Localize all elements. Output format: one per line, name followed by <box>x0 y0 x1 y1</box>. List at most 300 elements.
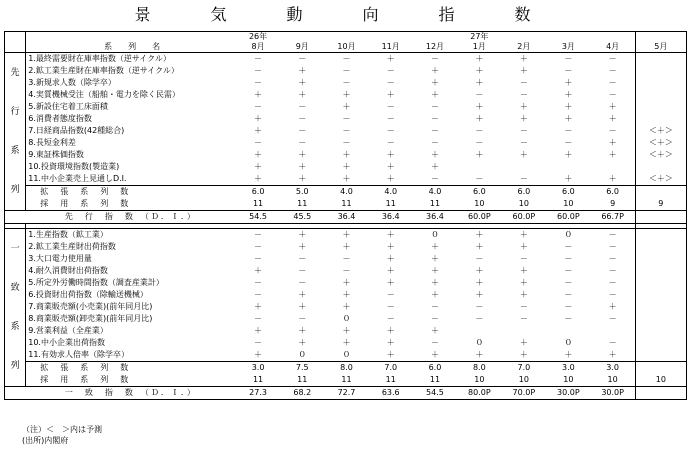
indicator-sign <box>635 77 686 89</box>
leading-category-char: 系 <box>10 145 20 156</box>
indicator-sign: ＋ <box>430 78 439 87</box>
indicator-sign: ＋ <box>386 338 395 347</box>
indicator-sign: ＋ <box>475 102 484 111</box>
extended-count-label: 拡 張 系 列 数 <box>26 362 236 375</box>
indicator-sign: ＋ <box>564 150 573 159</box>
indicator-sign: － <box>254 78 263 87</box>
di-row <box>5 211 687 224</box>
adopted-count-label: 採 用 系 列 数 <box>40 375 131 384</box>
indicator-table <box>4 31 687 400</box>
indicator-sign: ＋ <box>254 126 263 135</box>
indicator-sign: ＋ <box>564 114 573 123</box>
indicator-sign: － <box>519 254 528 263</box>
indicator-sign: ＋ <box>369 229 413 242</box>
indicator-sign <box>635 53 686 66</box>
indicator-sign <box>635 89 686 101</box>
indicator-sign: ＋ <box>564 78 573 87</box>
indicator-row <box>5 325 687 337</box>
indicator-sign: － <box>298 126 307 135</box>
indicator-sign: ＋ <box>254 302 263 311</box>
extended-count-value <box>635 362 686 375</box>
indicator-row <box>5 229 687 242</box>
indicator-row <box>5 161 687 173</box>
indicator-sign: ＋ <box>430 266 439 275</box>
indicator-sign: ＋ <box>519 266 528 275</box>
adopted-count-label: 採 用 系 列 数 <box>40 199 131 208</box>
indicator-sign: － <box>608 66 617 75</box>
indicator-sign: － <box>519 314 528 323</box>
adopted-count-value: 11 <box>385 199 396 208</box>
indicator-sign: ＋ <box>298 302 307 311</box>
indicator-sign: － <box>298 254 307 263</box>
indicator-sign: ＋ <box>608 114 617 123</box>
indicator-sign <box>635 101 686 113</box>
indicator-sign: － <box>519 90 528 99</box>
indicator-name: 10.投資環境指数(製造業) <box>28 162 120 171</box>
adopted-count-value: 10 <box>518 199 529 208</box>
header-month: 8月 <box>236 42 280 53</box>
indicator-sign: ＋ <box>254 174 263 183</box>
indicator-sign: ＋ <box>430 278 439 287</box>
indicator-row <box>5 53 687 66</box>
extended-count-value: 3.0 <box>546 362 591 375</box>
indicator-sign <box>635 277 686 289</box>
indicator-sign: ０ <box>413 229 457 242</box>
indicator-sign: － <box>591 53 636 66</box>
indicator-row <box>5 65 687 77</box>
coincident-di-value: 72.7 <box>324 387 368 400</box>
indicator-sign: ＋ <box>298 326 307 335</box>
indicator-sign: ＋ <box>342 150 351 159</box>
header-year-26: 26年 <box>236 32 280 43</box>
page-title: 景 気 動 向 指 数 <box>134 5 553 24</box>
di-row <box>5 387 687 400</box>
indicator-sign: － <box>519 302 528 311</box>
indicator-row <box>5 289 687 301</box>
indicator-sign: ＋ <box>386 326 395 335</box>
indicator-name: 3.新規求人数（除学卒） <box>28 78 116 87</box>
extended-count-value: 4.0 <box>324 186 368 199</box>
indicator-sign: ＋ <box>608 350 617 359</box>
indicator-sign: ＋ <box>564 174 573 183</box>
indicator-sign: ＋ <box>475 114 484 123</box>
adopted-count-value: 11 <box>252 199 264 208</box>
adopted-count-value: 9 <box>610 199 616 208</box>
indicator-name: 7.日経商品指数(42種総合) <box>28 126 125 135</box>
indicator-sign <box>635 349 686 362</box>
adopted-count-value: 11 <box>297 199 308 208</box>
indicator-sign: － <box>608 278 617 287</box>
indicator-sign: ＋ <box>430 254 439 263</box>
coincident-di-value: 80.0P <box>457 387 502 400</box>
indicator-sign: ＋ <box>342 242 351 251</box>
indicator-sign: ０ <box>342 314 351 323</box>
header-month: 3月 <box>546 42 591 53</box>
indicator-sign: － <box>608 314 617 323</box>
leading-di-value: 60.0P <box>546 211 591 224</box>
indicator-sign: － <box>430 302 439 311</box>
indicator-name: 11.有効求人倍率（除学卒） <box>28 350 129 359</box>
indicator-sign: ０ <box>546 229 591 242</box>
indicator-row <box>5 349 687 362</box>
indicator-sign: － <box>546 53 591 66</box>
indicator-sign: － <box>591 229 636 242</box>
extended-count-value <box>635 186 686 199</box>
indicator-sign: ＜＋＞ <box>635 137 686 149</box>
indicator-sign <box>457 161 502 173</box>
header-month: 5月 <box>635 42 686 53</box>
indicator-sign: ＋ <box>386 162 395 171</box>
indicator-sign <box>635 289 686 301</box>
indicator-sign: － <box>564 66 573 75</box>
indicator-sign: ＋ <box>342 326 351 335</box>
indicator-sign: － <box>430 338 439 347</box>
indicator-sign: － <box>430 174 439 183</box>
indicator-sign: － <box>564 302 573 311</box>
extended-count-value: 6.0 <box>591 186 636 199</box>
header-series-name: 系 列 名 <box>26 42 236 53</box>
indicator-sign: ＋ <box>430 242 439 251</box>
extended-count-value: 3.0 <box>236 362 280 375</box>
adopted-count-row <box>5 198 687 211</box>
indicator-sign: － <box>475 302 484 311</box>
indicator-sign: ＋ <box>342 278 351 287</box>
indicator-sign: ＋ <box>475 66 484 75</box>
indicator-sign: － <box>564 314 573 323</box>
leading-di-value: 60.0P <box>502 211 547 224</box>
indicator-sign: － <box>298 314 307 323</box>
coincident-di-label: 一 致 指 数 （Ｄ．Ｉ．） <box>26 387 236 400</box>
leading-category-label <box>5 53 26 211</box>
adopted-count-value: 9 <box>635 198 686 211</box>
indicator-name: 1.生産指数（鉱工業） <box>26 229 236 242</box>
indicator-sign: － <box>254 102 263 111</box>
indicator-sign: － <box>564 126 573 135</box>
header-month: 12月 <box>413 42 457 53</box>
adopted-count-value: 10 <box>474 375 485 384</box>
indicator-row <box>5 277 687 289</box>
header-month: 11月 <box>369 42 413 53</box>
indicator-sign: － <box>386 126 395 135</box>
indicator-sign: － <box>298 114 307 123</box>
indicator-sign: ＋ <box>386 150 395 159</box>
coincident-di-value: 30.0P <box>546 387 591 400</box>
indicator-sign: ＋ <box>298 150 307 159</box>
indicator-sign: － <box>298 102 307 111</box>
leading-di-value: 54.5 <box>236 211 280 224</box>
indicator-sign: － <box>608 126 617 135</box>
indicator-sign: － <box>608 242 617 251</box>
indicator-sign <box>635 113 686 125</box>
indicator-sign: － <box>342 266 351 275</box>
extended-count-value: 4.0 <box>369 186 413 199</box>
indicator-sign: ＋ <box>342 290 351 299</box>
indicator-sign: － <box>430 114 439 123</box>
extended-count-value: 7.0 <box>369 362 413 375</box>
indicator-sign: ＋ <box>519 338 528 347</box>
indicator-name: 9.東証株価指数 <box>28 150 84 159</box>
indicator-sign: － <box>430 314 439 323</box>
leading-category-char: 先 <box>10 67 20 78</box>
leading-di-label: 先 行 指 数 （Ｄ．Ｉ．） <box>26 211 236 224</box>
indicator-sign: ＋ <box>254 150 263 159</box>
indicator-sign: ＋ <box>519 66 528 75</box>
indicator-sign: ＋ <box>298 66 307 75</box>
indicator-name: 8.長短金利差 <box>28 138 76 147</box>
indicator-sign: ＋ <box>564 350 573 359</box>
indicator-sign: － <box>254 254 263 263</box>
indicator-sign: ＋ <box>254 162 263 171</box>
adopted-count-value: 11 <box>429 375 441 384</box>
indicator-sign: ＋ <box>457 53 502 66</box>
indicator-sign: ＋ <box>254 90 263 99</box>
indicator-sign: ＋ <box>430 150 439 159</box>
indicator-sign: － <box>298 138 307 147</box>
coincident-di-value: 30.0P <box>591 387 636 400</box>
indicator-sign: ＋ <box>564 102 573 111</box>
indicator-sign: － <box>254 314 263 323</box>
indicator-row <box>5 301 687 313</box>
indicator-sign: ＋ <box>386 266 395 275</box>
leading-di-value: 66.7P <box>591 211 636 224</box>
indicator-sign: ＋ <box>519 350 528 359</box>
extended-count-value: 8.0 <box>324 362 368 375</box>
indicator-sign: ＋ <box>502 53 547 66</box>
adopted-count-row <box>5 374 687 387</box>
header-month: 9月 <box>280 42 324 53</box>
indicator-sign: － <box>475 254 484 263</box>
header-month: 4月 <box>591 42 636 53</box>
coincident-di-value <box>635 387 686 400</box>
indicator-sign: ＋ <box>564 90 573 99</box>
indicator-sign: ＋ <box>298 174 307 183</box>
indicator-sign <box>502 325 547 337</box>
indicator-row <box>5 173 687 186</box>
header-month: 1月 <box>457 42 502 53</box>
indicator-sign: ＋ <box>298 290 307 299</box>
indicator-sign: － <box>608 266 617 275</box>
indicator-sign <box>635 313 686 325</box>
leading-category-char: 列 <box>10 184 20 195</box>
extended-count-value: 6.0 <box>546 186 591 199</box>
indicator-sign: － <box>254 138 263 147</box>
indicator-sign: ＋ <box>430 162 439 171</box>
indicator-sign: － <box>254 290 263 299</box>
indicator-sign <box>546 161 591 173</box>
indicator-sign <box>635 325 686 337</box>
indicator-sign: － <box>475 314 484 323</box>
extended-count-value: 6.0 <box>236 186 280 199</box>
extended-count-row <box>5 186 687 199</box>
indicator-sign: － <box>519 174 528 183</box>
indicator-sign: － <box>430 102 439 111</box>
indicator-sign: － <box>475 90 484 99</box>
indicator-sign: ＋ <box>298 338 307 347</box>
indicator-sign: ＋ <box>519 242 528 251</box>
indicator-sign: － <box>254 338 263 347</box>
indicator-sign: ＋ <box>254 326 263 335</box>
coincident-di-value: 63.6 <box>369 387 413 400</box>
indicator-sign: ＋ <box>298 78 307 87</box>
indicator-name: 6.投資財出荷指数（除輸送機械） <box>28 290 148 299</box>
indicator-sign: ＋ <box>457 229 502 242</box>
extended-count-value: 7.0 <box>502 362 547 375</box>
indicator-sign: － <box>386 78 395 87</box>
indicator-sign: ０ <box>564 338 573 347</box>
indicator-sign: ＋ <box>519 290 528 299</box>
indicator-sign: ＋ <box>386 90 395 99</box>
indicator-sign: ＋ <box>475 150 484 159</box>
indicator-sign: － <box>236 53 280 66</box>
adopted-count-value: 11 <box>297 375 308 384</box>
indicator-row <box>5 113 687 125</box>
indicator-sign: ＋ <box>430 290 439 299</box>
coincident-category-char: 系 <box>10 321 20 332</box>
indicator-name: 3.大口電力使用量 <box>28 254 92 263</box>
indicator-sign: ＋ <box>280 229 324 242</box>
indicator-sign: ０ <box>342 350 351 359</box>
coincident-category-label <box>5 229 26 387</box>
indicator-name: 5.新設住宅着工床面積 <box>28 102 108 111</box>
adopted-count-value: 10 <box>635 374 686 387</box>
indicator-sign: － <box>386 290 395 299</box>
leading-di-value: 36.4 <box>369 211 413 224</box>
indicator-name: 6.消費者態度指数 <box>28 114 92 123</box>
indicator-sign: － <box>430 138 439 147</box>
indicator-sign: ＋ <box>342 102 351 111</box>
indicator-name: 11.中小企業売上見通しD.I. <box>28 174 127 183</box>
indicator-sign: ＋ <box>386 350 395 359</box>
indicator-name: 9.営業利益（全産業） <box>28 326 108 335</box>
indicator-name: 5.所定外労働時間指数（調査産業計） <box>28 278 164 287</box>
header-corner <box>5 32 26 53</box>
adopted-count-value: 10 <box>474 199 485 208</box>
coincident-di-value: 54.5 <box>413 387 457 400</box>
indicator-sign: － <box>386 302 395 311</box>
indicator-sign: ＋ <box>430 90 439 99</box>
indicator-sign: － <box>236 229 280 242</box>
header-year-27: 27年 <box>457 32 502 43</box>
header-year-row <box>5 32 687 43</box>
indicator-sign: ＋ <box>298 242 307 251</box>
indicator-sign: － <box>298 278 307 287</box>
adopted-count-value: 10 <box>607 375 618 384</box>
indicator-sign: － <box>564 266 573 275</box>
extended-count-value: 3.0 <box>591 362 636 375</box>
indicator-sign: － <box>280 53 324 66</box>
indicator-sign <box>635 65 686 77</box>
indicator-sign: ＜＋＞ <box>635 149 686 161</box>
coincident-category-char: 列 <box>10 360 20 371</box>
adopted-count-value: 11 <box>341 199 352 208</box>
leading-di-value: 60.0P <box>457 211 502 224</box>
indicator-sign: － <box>608 78 617 87</box>
indicator-sign: ＋ <box>519 114 528 123</box>
indicator-sign: ＋ <box>342 174 351 183</box>
indicator-sign: ０ <box>475 338 484 347</box>
indicator-sign <box>502 161 547 173</box>
coincident-di-value: 68.2 <box>280 387 324 400</box>
footnotes <box>22 424 102 446</box>
extended-count-value: 4.0 <box>413 186 457 199</box>
indicator-sign: － <box>608 254 617 263</box>
indicator-sign: － <box>608 338 617 347</box>
indicator-row <box>5 137 687 149</box>
indicator-sign: ＋ <box>475 242 484 251</box>
indicator-sign: ＋ <box>254 114 263 123</box>
indicator-sign <box>591 325 636 337</box>
indicator-sign: － <box>254 242 263 251</box>
indicator-row <box>5 101 687 113</box>
extended-count-value: 6.0 <box>502 186 547 199</box>
indicator-sign: ＋ <box>342 338 351 347</box>
adopted-count-value: 10 <box>563 375 574 384</box>
extended-count-value: 5.0 <box>280 186 324 199</box>
indicator-sign: － <box>519 138 528 147</box>
indicator-row <box>5 253 687 265</box>
indicator-sign: ＋ <box>608 102 617 111</box>
indicator-sign: － <box>342 78 351 87</box>
indicator-sign <box>635 241 686 253</box>
indicator-name: 8.商業販売額(卸売業)(前年同月比) <box>28 314 153 323</box>
indicator-sign: － <box>564 138 573 147</box>
indicator-sign: － <box>386 66 395 75</box>
indicator-sign: － <box>324 53 368 66</box>
extended-count-row <box>5 362 687 375</box>
indicator-sign: － <box>386 138 395 147</box>
indicator-sign: ＋ <box>519 278 528 287</box>
coincident-di-value: 27.3 <box>236 387 280 400</box>
adopted-count-value: 11 <box>385 375 396 384</box>
leading-di-value <box>635 211 686 224</box>
indicator-sign <box>635 253 686 265</box>
indicator-sign: ＋ <box>386 174 395 183</box>
extended-count-value: 6.0 <box>413 362 457 375</box>
indicator-row <box>5 77 687 89</box>
note-forecast: （注）＜ ＞内は予測 <box>22 425 102 434</box>
extended-count-value: 7.5 <box>280 362 324 375</box>
indicator-sign: － <box>519 78 528 87</box>
indicator-sign: ＜＋＞ <box>635 173 686 186</box>
indicator-sign: ＋ <box>386 278 395 287</box>
indicator-sign: ＋ <box>298 162 307 171</box>
indicator-sign: ＋ <box>475 78 484 87</box>
indicator-sign <box>635 301 686 313</box>
adopted-count-value: 10 <box>518 375 529 384</box>
indicator-sign: － <box>254 66 263 75</box>
extended-count-value: 8.0 <box>457 362 502 375</box>
indicator-sign: － <box>298 266 307 275</box>
indicator-sign: ＋ <box>430 326 439 335</box>
indicator-sign: － <box>386 114 395 123</box>
indicator-sign: － <box>342 66 351 75</box>
indicator-sign <box>635 229 686 242</box>
header-month: 2月 <box>502 42 547 53</box>
indicator-row <box>5 125 687 137</box>
adopted-count-value: 10 <box>563 199 574 208</box>
adopted-count-value: 11 <box>252 375 264 384</box>
indicator-name: 4.耐久消費財出荷指数 <box>28 266 108 275</box>
leading-di-value: 36.4 <box>413 211 457 224</box>
indicator-sign: ＋ <box>608 302 617 311</box>
header-month: 10月 <box>324 42 368 53</box>
indicator-row <box>5 149 687 161</box>
extended-count-label: 拡 張 系 列 数 <box>26 186 236 199</box>
indicator-sign: ＋ <box>324 229 368 242</box>
indicator-sign: ＋ <box>386 254 395 263</box>
indicator-sign: － <box>608 290 617 299</box>
leading-di-value: 45.5 <box>280 211 324 224</box>
